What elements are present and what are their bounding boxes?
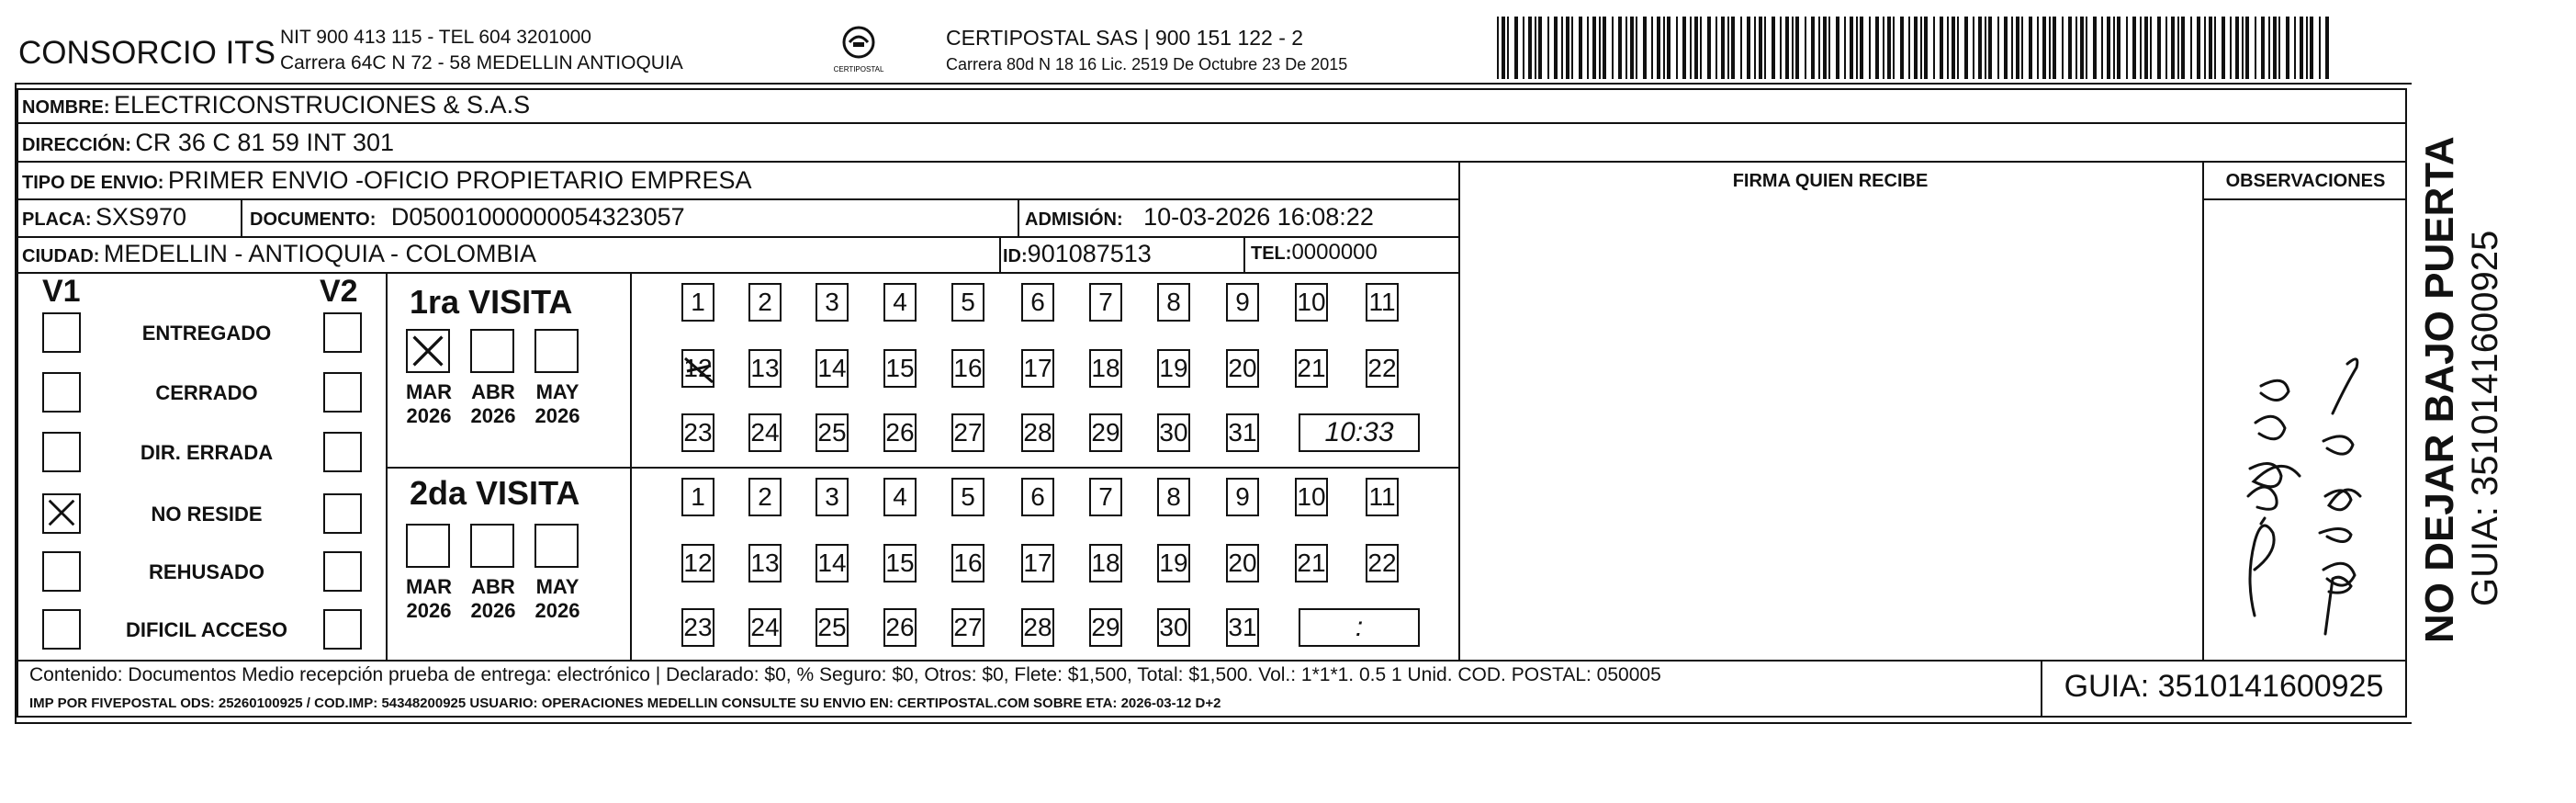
- barcode-bar: [2171, 17, 2175, 79]
- barcode-bar: [1561, 17, 1563, 79]
- visit1-day-box[interactable]: 29: [1089, 413, 1122, 452]
- barcode-bar: [1587, 17, 1589, 79]
- month-label: MAR: [405, 575, 453, 598]
- admision-label: ADMISIÓN:: [1025, 209, 1123, 230]
- barcode-bar: [1592, 17, 1596, 79]
- barcode-bar: [2140, 17, 2142, 79]
- v1-checkbox[interactable]: [42, 432, 81, 472]
- year-label: 2026: [534, 599, 580, 622]
- v2-checkbox[interactable]: [323, 493, 362, 534]
- id-label: ID:: [1003, 246, 1028, 266]
- v2-checkbox[interactable]: [323, 372, 362, 413]
- barcode-bar: [1690, 17, 1692, 79]
- barcode-bar: [1952, 17, 1955, 79]
- year-label: 2026: [406, 599, 452, 622]
- barcode-bar: [2255, 17, 2256, 79]
- barcode-bar: [1964, 17, 1968, 79]
- barcode-bar: [2042, 17, 2046, 79]
- visit1-day-box[interactable]: 1: [681, 283, 714, 322]
- month-label: MAR: [405, 380, 453, 403]
- placa-value: SXS970: [96, 203, 187, 231]
- barcode-bar: [1603, 17, 1606, 79]
- visit1-day-box[interactable]: 3: [816, 283, 849, 322]
- v1-checkbox[interactable]: [42, 372, 81, 413]
- direccion-label: DIRECCIÓN:: [22, 135, 131, 155]
- visit1-day-box[interactable]: 2: [748, 283, 782, 322]
- barcode-bar: [1844, 17, 1846, 79]
- v1-checkbox[interactable]: [42, 493, 81, 534]
- barcode-bar: [1818, 17, 1820, 79]
- barcode-bar: [1630, 17, 1634, 79]
- barcode-bar: [2197, 17, 2200, 79]
- handwritten-observation: [2204, 202, 2407, 658]
- status-label: REHUSADO: [149, 560, 264, 583]
- month-year: [465, 380, 522, 428]
- barcode-bar: [2286, 17, 2289, 79]
- visit2-day-box[interactable]: 24: [748, 608, 782, 647]
- visit2-day-box[interactable]: 18: [1089, 544, 1122, 582]
- courier-address: Carrera 80d N 18 16 Lic. 2519 De Octubre 23 De 2015: [946, 55, 1348, 74]
- barcode-bar: [1900, 17, 1904, 79]
- barcode-bar: [1682, 17, 1686, 79]
- visit1-month-checkbox[interactable]: [406, 329, 450, 373]
- v1-checkbox[interactable]: [42, 312, 81, 353]
- visit1-day-box[interactable]: 28: [1021, 413, 1054, 452]
- footer-contenido: Contenido: Documentos Medio recepción prueba de entrega: electrónico | Declarado: $0, % Seguro: $0, Otros: $0, Flete: $1,500, Total: $1,500. Vol.: 1*1*1. 0.5 1 Unid. COD. POSTAL: 050005: [29, 664, 1661, 685]
- year-label: 2026: [470, 404, 516, 427]
- visit2-day-box[interactable]: 15: [883, 544, 917, 582]
- barcode-bar: [1795, 17, 1799, 79]
- visit2-day-box[interactable]: 14: [816, 544, 849, 582]
- barcode-bar: [1636, 17, 1637, 79]
- visit1-day-box[interactable]: 20: [1226, 349, 1259, 388]
- side-warning: NO DEJAR BAJO PUERTA: [2417, 136, 2462, 643]
- placa-label: PLACA:: [22, 209, 92, 230]
- barcode-bar: [1759, 17, 1762, 79]
- visit1-day-box[interactable]: 11: [1366, 283, 1399, 322]
- barcode-bar: [2319, 17, 2321, 79]
- month-year: [465, 575, 522, 623]
- barcode-bar: [2068, 17, 2072, 79]
- logo-text: CERTIPOSTAL: [833, 65, 884, 74]
- footer-guia: GUIA: 3510141600925: [2064, 669, 2384, 704]
- barcode-bar: [1667, 17, 1670, 79]
- barcode-bar: [2306, 17, 2308, 79]
- barcode-bar: [2029, 17, 2032, 79]
- year-label: 2026: [534, 404, 580, 427]
- visit1-day-box[interactable]: 23: [681, 413, 714, 452]
- visit2-day-box[interactable]: 25: [816, 608, 849, 647]
- tipo-row: [22, 166, 752, 195]
- barcode-bar: [1731, 17, 1735, 79]
- visit2-day-box[interactable]: 9: [1226, 478, 1259, 516]
- barcode-bar: [1663, 17, 1665, 79]
- barcode-bar: [2132, 17, 2136, 79]
- barcode-bar: [1764, 17, 1766, 79]
- barcode-bar: [2016, 17, 2019, 79]
- visit2-day-box[interactable]: 4: [883, 478, 917, 516]
- barcode-bar: [1528, 17, 1532, 79]
- barcode-bar: [2157, 17, 2161, 79]
- barcode-bar: [1988, 17, 1992, 79]
- barcode-bar: [2107, 17, 2110, 79]
- barcode-bar: [1947, 17, 1949, 79]
- barcode-bar: [1828, 17, 1830, 79]
- visit2-day-box[interactable]: 16: [951, 544, 984, 582]
- placa-row: [22, 203, 186, 232]
- visit2-day-box[interactable]: 30: [1157, 608, 1190, 647]
- visit1-day-box[interactable]: 19: [1157, 349, 1190, 388]
- nombre-value: ELECTRICONSTRUCIONES & S.A.S: [114, 91, 531, 119]
- documento-label: DOCUMENTO:: [250, 209, 377, 230]
- visit2-month-checkbox[interactable]: [470, 524, 514, 568]
- company-address: Carrera 64C N 72 - 58 MEDELLIN ANTIOQUIA: [280, 52, 683, 74]
- barcode-bar: [1869, 17, 1871, 79]
- id-row: [1003, 240, 1152, 268]
- barcode-bar: [2273, 17, 2277, 79]
- barcode-bar: [2204, 17, 2206, 79]
- visit2-day-box[interactable]: 29: [1089, 608, 1122, 647]
- barcode-bar: [2214, 17, 2216, 79]
- ciudad-value: MEDELLIN - ANTIOQUIA - COLOMBIA: [103, 240, 536, 267]
- barcode: [1497, 17, 2333, 79]
- barcode-bar: [2101, 17, 2103, 79]
- visit2-day-box[interactable]: 2: [748, 478, 782, 516]
- barcode-bar: [2230, 17, 2232, 79]
- barcode-bar: [1940, 17, 1943, 79]
- barcode-bar: [1538, 17, 1542, 79]
- barcode-bar: [2126, 17, 2128, 79]
- barcode-bar: [1514, 17, 1518, 79]
- visit2-day-box[interactable]: 1: [681, 478, 714, 516]
- barcode-bar: [1836, 17, 1839, 79]
- month-year: [529, 380, 586, 428]
- company-nit: NIT 900 413 115 - TEL 604 3201000: [280, 27, 591, 48]
- barcode-bar: [2245, 17, 2249, 79]
- visit1-day-box[interactable]: 14: [816, 349, 849, 388]
- visit2-day-box[interactable]: 23: [681, 608, 714, 647]
- barcode-bar: [2117, 17, 2120, 79]
- observaciones-label: OBSERVACIONES: [2225, 171, 2386, 191]
- visit2-time-field[interactable]: :: [1299, 608, 1420, 647]
- nombre-label: NOMBRE:: [22, 97, 110, 118]
- barcode-bar: [2113, 17, 2115, 79]
- barcode-bar: [1694, 17, 1698, 79]
- barcode-bar: [2086, 17, 2087, 79]
- barcode-bar: [1547, 17, 1549, 79]
- direccion-value: CR 36 C 81 59 INT 301: [135, 129, 394, 156]
- visit2-day-box[interactable]: 8: [1157, 478, 1190, 516]
- barcode-bar: [1502, 17, 1505, 79]
- visit2-month-checkbox[interactable]: [534, 524, 579, 568]
- visit1-day-box[interactable]: 26: [883, 413, 917, 452]
- visit2-day-box[interactable]: 27: [951, 608, 984, 647]
- month-year: [529, 575, 586, 623]
- barcode-bar: [1535, 17, 1536, 79]
- status-label: NO RESIDE: [151, 503, 263, 526]
- barcode-bar: [2190, 17, 2192, 79]
- barcode-bar: [1920, 17, 1922, 79]
- visit1-day-box[interactable]: 4: [883, 283, 917, 322]
- barcode-bar: [1908, 17, 1910, 79]
- v2-checkbox[interactable]: [323, 609, 362, 650]
- barcode-bar: [1740, 17, 1742, 79]
- barcode-bar: [1599, 17, 1601, 79]
- month-label: MAY: [535, 575, 579, 598]
- barcode-bar: [1883, 17, 1884, 79]
- visit2-day-box[interactable]: 22: [1366, 544, 1399, 582]
- visit1-day-box[interactable]: 15: [883, 349, 917, 388]
- barcode-bar: [2021, 17, 2023, 79]
- barcode-bar: [2300, 17, 2303, 79]
- visit2-day-box[interactable]: 17: [1021, 544, 1054, 582]
- status-label: DIFICIL ACCESO: [125, 618, 287, 641]
- barcode-bar: [1747, 17, 1750, 79]
- visit1-day-box[interactable]: 7: [1089, 283, 1122, 322]
- barcode-bar: [2004, 17, 2008, 79]
- barcode-bar: [1850, 17, 1853, 79]
- side-guia: GUIA: 3510141600925: [2465, 230, 2505, 606]
- barcode-bar: [1860, 17, 1863, 79]
- visit2-day-box[interactable]: 21: [1295, 544, 1328, 582]
- barcode-bar: [2080, 17, 2084, 79]
- barcode-bar: [1924, 17, 1928, 79]
- barcode-bar: [1785, 17, 1789, 79]
- visit1-day-box[interactable]: 25: [816, 413, 849, 452]
- day-strike-mark: [683, 351, 714, 397]
- barcode-bar: [2222, 17, 2225, 79]
- nombre-row: [22, 91, 530, 119]
- direccion-row: [22, 129, 394, 157]
- barcode-bar: [2011, 17, 2013, 79]
- visit1-month-checkbox[interactable]: [534, 329, 579, 373]
- barcode-bar: [2325, 17, 2329, 79]
- visit1-day-box[interactable]: 9: [1226, 283, 1259, 322]
- tipo-label: TIPO DE ENVIO:: [22, 173, 164, 193]
- tel-value: 0000000: [1291, 240, 1378, 265]
- tipo-value: PRIMER ENVIO -OFICIO PROPIETARIO EMPRESA: [167, 166, 752, 194]
- visit1-day-box[interactable]: 18: [1089, 349, 1122, 388]
- barcode-bar: [1973, 17, 1974, 79]
- barcode-bar: [1618, 17, 1622, 79]
- barcode-bar: [1700, 17, 1702, 79]
- v1-label: V1: [42, 274, 81, 309]
- barcode-bar: [2310, 17, 2313, 79]
- status-label: DIR. ERRADA: [140, 441, 274, 464]
- footer-imp: IMP POR FIVEPOSTAL ODS: 25260100925 / COD.IMP: 54348200925 USUARIO: OPERACIONES MEDELLIN CONSULTE SU ENVIO EN: CERTIPOSTAL.COM SOBRE ETA: 2026-03-12 D+2: [29, 696, 1221, 711]
- admision-row: [1025, 203, 1374, 232]
- courier-name: CERTIPOSTAL SAS | 900 151 122 - 2: [946, 26, 1304, 50]
- barcode-bar: [1571, 17, 1573, 79]
- tel-row: [1251, 240, 1378, 266]
- visit2-day-box[interactable]: 7: [1089, 478, 1122, 516]
- visit1-month-checkbox[interactable]: [470, 329, 514, 373]
- barcode-bar: [1715, 17, 1717, 79]
- visit2-month-checkbox[interactable]: [406, 524, 450, 568]
- barcode-bar: [1657, 17, 1660, 79]
- barcode-bar: [2242, 17, 2244, 79]
- barcode-bar: [1754, 17, 1756, 79]
- month-label: MAY: [535, 380, 579, 403]
- barcode-bar: [1893, 17, 1895, 79]
- month-label: ABR: [471, 380, 515, 403]
- barcode-bar: [2177, 17, 2179, 79]
- barcode-bar: [1772, 17, 1775, 79]
- visit1-day-box[interactable]: 31: [1226, 413, 1259, 452]
- barcode-bar: [2181, 17, 2185, 79]
- barcode-bar: [1651, 17, 1653, 79]
- visit1-day-box[interactable]: 8: [1157, 283, 1190, 322]
- barcode-bar: [1792, 17, 1794, 79]
- barcode-bar: [2037, 17, 2039, 79]
- visit2-day-box[interactable]: 3: [816, 478, 849, 516]
- visit1-title: 1ra VISITA: [410, 283, 573, 321]
- barcode-bar: [2165, 17, 2167, 79]
- v2-checkbox[interactable]: [323, 432, 362, 472]
- barcode-bar: [1914, 17, 1918, 79]
- barcode-bar: [1579, 17, 1582, 79]
- barcode-bar: [1523, 17, 1524, 79]
- visit1-day-box[interactable]: 21: [1295, 349, 1328, 388]
- barcode-bar: [1721, 17, 1725, 79]
- visit1-day-box[interactable]: 24: [748, 413, 782, 452]
- visit1-day-box[interactable]: 22: [1366, 349, 1399, 388]
- visit2-title: 2da VISITA: [410, 474, 580, 512]
- barcode-bar: [2062, 17, 2064, 79]
- barcode-bar: [2268, 17, 2270, 79]
- barcode-bar: [1625, 17, 1627, 79]
- barcode-bar: [1780, 17, 1782, 79]
- barcode-bar: [1997, 17, 1999, 79]
- barcode-bar: [2278, 17, 2280, 79]
- barcode-bar: [1933, 17, 1935, 79]
- visit2-day-box[interactable]: 31: [1226, 608, 1259, 647]
- v2-checkbox[interactable]: [323, 312, 362, 353]
- status-label: CERRADO: [155, 381, 258, 404]
- barcode-bar: [1978, 17, 1982, 79]
- visit1-day-box[interactable]: 6: [1021, 283, 1054, 322]
- v2-checkbox[interactable]: [323, 551, 362, 592]
- firma-label: FIRMA QUIEN RECIBE: [1732, 171, 1929, 191]
- visit1-day-box[interactable]: 13: [748, 349, 782, 388]
- visit2-day-box[interactable]: 11: [1366, 478, 1399, 516]
- barcode-bar: [1727, 17, 1729, 79]
- visit2-day-box[interactable]: 13: [748, 544, 782, 582]
- visit2-day-box[interactable]: 28: [1021, 608, 1054, 647]
- barcode-bar: [1985, 17, 1986, 79]
- barcode-bar: [2053, 17, 2056, 79]
- company-name: CONSORCIO ITS: [18, 35, 276, 71]
- month-year: [400, 575, 457, 623]
- admision-value: 10-03-2026 16:08:22: [1143, 203, 1374, 231]
- visit1-day-box[interactable]: 12: [681, 349, 714, 388]
- documento-value: D05001000000054323057: [390, 203, 685, 231]
- month-year: [400, 380, 457, 428]
- barcode-bar: [2150, 17, 2152, 79]
- v1-checkbox[interactable]: [42, 551, 81, 592]
- barcode-bar: [2075, 17, 2077, 79]
- barcode-bar: [1497, 17, 1499, 79]
- visit1-day-box[interactable]: 27: [951, 413, 984, 452]
- visit2-day-box[interactable]: 6: [1021, 478, 1054, 516]
- barcode-bar: [1554, 17, 1558, 79]
- year-label: 2026: [470, 599, 516, 622]
- barcode-bar: [1707, 17, 1711, 79]
- visit2-day-box[interactable]: 5: [951, 478, 984, 516]
- barcode-bar: [2144, 17, 2148, 79]
- ciudad-label: CIUDAD:: [22, 246, 100, 266]
- barcode-bar: [2049, 17, 2051, 79]
- barcode-bar: [1823, 17, 1827, 79]
- barcode-bar: [2261, 17, 2265, 79]
- visit2-day-box[interactable]: 20: [1226, 544, 1259, 582]
- visit1-day-box[interactable]: 5: [951, 283, 984, 322]
- status-label: ENTREGADO: [141, 322, 272, 345]
- year-label: 2026: [406, 404, 452, 427]
- barcode-bar: [2093, 17, 2097, 79]
- visit1-day-box[interactable]: 16: [951, 349, 984, 388]
- barcode-bar: [1566, 17, 1569, 79]
- barcode-bar: [1676, 17, 1678, 79]
- id-value: 901087513: [1027, 240, 1152, 267]
- visit2-day-box[interactable]: 26: [883, 608, 917, 647]
- month-label: ABR: [471, 575, 515, 598]
- barcode-bar: [1875, 17, 1879, 79]
- ciudad-row: [22, 240, 536, 268]
- barcode-bar: [1856, 17, 1858, 79]
- barcode-bar: [1805, 17, 1806, 79]
- barcode-bar: [1887, 17, 1891, 79]
- visit1-day-box[interactable]: 30: [1157, 413, 1190, 452]
- certipostal-logo: [831, 24, 886, 79]
- barcode-bar: [2294, 17, 2296, 79]
- visit2-day-box[interactable]: 19: [1157, 544, 1190, 582]
- barcode-bar: [1811, 17, 1815, 79]
- barcode-bar: [2235, 17, 2239, 79]
- visit1-day-box[interactable]: 17: [1021, 349, 1054, 388]
- barcode-bar: [1643, 17, 1647, 79]
- visit2-day-box[interactable]: 12: [681, 544, 714, 582]
- v1-checkbox[interactable]: [42, 609, 81, 650]
- barcode-bar: [1612, 17, 1614, 79]
- barcode-bar: [2209, 17, 2212, 79]
- barcode-bar: [1957, 17, 1959, 79]
- visit1-time-field[interactable]: 10:33: [1299, 413, 1420, 452]
- v2-label: V2: [320, 274, 358, 309]
- visit1-day-box[interactable]: 10: [1295, 283, 1328, 322]
- barcode-bar: [1507, 17, 1509, 79]
- visit2-day-box[interactable]: 10: [1295, 478, 1328, 516]
- documento-row: [250, 203, 685, 232]
- tel-label: TEL:: [1251, 243, 1292, 264]
